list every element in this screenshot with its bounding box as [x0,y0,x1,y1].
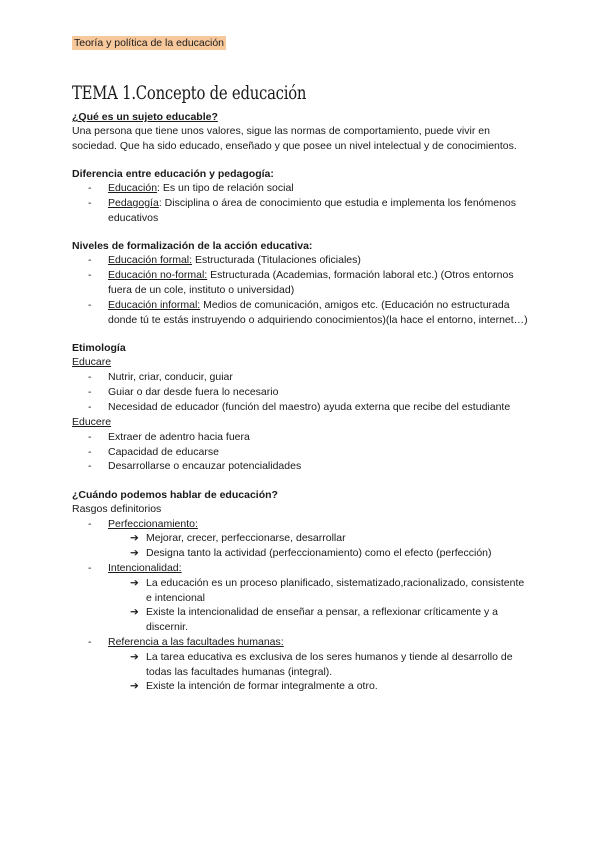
arrow-item [130,605,532,635]
list-item [88,298,532,328]
arrow-item [130,650,532,680]
arrow-item [130,576,532,606]
arrow-right-icon: ➔ [130,606,139,619]
arrow-right-icon: ➔ [130,576,139,589]
list-item [88,561,532,635]
term: Educación informal: [108,298,201,311]
arrow-right-icon: ➔ [130,532,139,545]
term: Educación formal: [108,254,193,267]
niveles-list [72,253,532,327]
arrow-item-text: Mejorar, crecer, perfeccionarse, desarrollar [146,532,346,545]
section-heading-diferencia: Diferencia entre educación y pedagogía: [72,168,274,180]
term-desc: : Disciplina o área de conocimiento que estudia e implementa los fenómenos educativos [108,196,517,224]
rasgos-label: Rasgos definitorios [72,503,162,516]
term-desc: Estructurada (Titulaciones oficiales) [192,254,361,267]
rasgo-label: Perfeccionamiento: [108,517,198,530]
arrow-list [108,576,532,635]
term: Pedagogía [108,196,159,209]
list-item: - Capacidad de educarse [88,445,532,460]
document-page [72,36,532,694]
arrow-right-icon: ➔ [130,547,139,560]
arrow-item-text: Existe la intencionalidad de enseñar a pensar, a reflexionar críticamente y a discernir. [146,606,498,634]
subheading-educare: Educare [72,356,112,369]
header-label: Teoría y política de la educación [74,37,225,49]
term-desc: Estructurada (Academias, formación laboral etc.) (Otros entornos fuera de un cole, instituto o universidad) [108,269,514,296]
section-heading-cuando: ¿Cuándo podemos hablar de educación? [72,489,278,502]
definition-paragraph: Una persona que tiene unos valores, sigue las normas de comportamiento, puede vivir en sociedad. Que ha sido educado, enseñado y que posee un nivel intelectual y de conocimientos. [72,125,517,152]
arrow-item-text: Designa tanto la actividad (perfeccionamiento) como el efecto (perfección) [146,547,492,560]
list-item: - Desarrollarse o encauzar potencialidades [88,459,532,474]
section-heading-niveles: Niveles de formalización de la acción educativa: [72,240,313,253]
list-item [88,517,532,561]
arrow-list [108,531,532,561]
arrow-right-icon: ➔ [130,650,139,663]
list-item [88,181,532,196]
term: Educación no-formal: [108,269,208,282]
list-item [88,268,532,298]
list-item [88,253,532,268]
list-item [88,196,532,226]
diferencia-list [72,181,532,225]
list-item: - Nutrir, criar, conducir, guiar [88,370,532,385]
section-heading-etimologia: Etimología [72,342,126,355]
arrow-item [130,531,532,546]
rasgo-label: Referencia a las facultades humanas: [108,636,284,649]
educare-list [72,370,532,414]
arrow-item [130,546,532,561]
arrow-item-text: La educación es un proceso planificado, sistematizado,racionalizado, consistente e intencional [146,576,525,604]
rasgos-list [72,517,532,695]
list-item: - Extraer de adentro hacia fuera [88,430,532,445]
page-title: TEMA 1.Concepto de educación [72,82,307,104]
educere-list [72,430,532,474]
arrow-item [130,679,532,694]
term-desc: Medios de comunicación, amigos etc. (Educación no estructurada donde tú te estás instruyendo o adquiriendo conocimientos)(la hace el entorno, internet…) [108,298,528,326]
arrow-item-text: La tarea educativa es exclusiva de los seres humanos y tiende al desarrollo de todas las facultades humanas (integral). [146,650,513,678]
question-heading: ¿Qué es un sujeto educable? [72,111,218,123]
list-item: - Guiar o dar desde fuera lo necesario [88,385,532,400]
rasgo-label: Intencionalidad: [108,562,182,575]
arrow-list [108,650,532,694]
list-item: - Necesidad de educador (función del maestro) ayuda externa que recibe del estudiante [88,400,532,415]
arrow-item-text: Existe la intención de formar integralmente a otro. [146,680,378,693]
term: Educación [108,182,158,194]
term-desc: : Es un tipo de relación social [157,182,294,194]
list-item [88,635,532,694]
arrow-right-icon: ➔ [130,680,139,693]
subheading-educere: Educere [72,415,112,428]
